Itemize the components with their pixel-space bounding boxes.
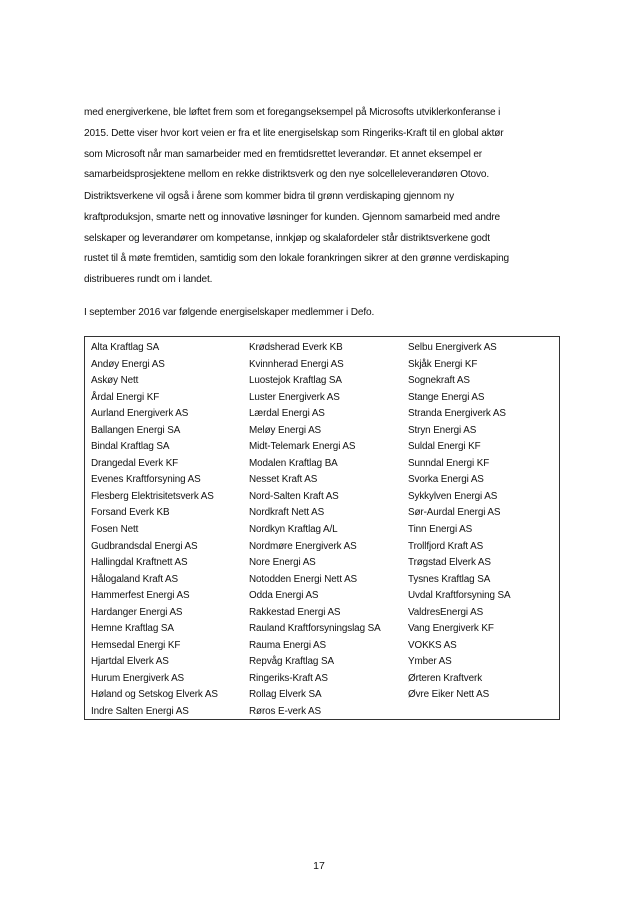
member-company: Askøy Nett [91, 375, 139, 387]
member-company: Hallingdal Kraftnett AS [91, 557, 188, 569]
member-company: Drangedal Everk KF [91, 457, 179, 469]
members-column-3 [408, 340, 511, 704]
member-company: Fosen Nett [91, 524, 139, 536]
paragraph-line: selskaper og leverandører om kompetanse, innkjøp og skalafordeler står distriktsverkene godt [84, 232, 490, 244]
member-company: Rollag Elverk SA [249, 689, 322, 701]
member-company: Høland og Setskog Elverk AS [91, 689, 218, 701]
member-company: Ballangen Energi SA [91, 424, 181, 436]
member-company: Sykkylven Energi AS [408, 490, 498, 502]
member-company: Stryn Energi AS [408, 424, 477, 436]
members-column-1 [91, 340, 218, 721]
member-company: Kvinnherad Energi AS [249, 358, 344, 370]
member-company: Krødsherad Everk KB [249, 342, 343, 353]
member-company: Gudbrandsdal Energi AS [91, 540, 198, 552]
member-company: Ringeriks-Kraft AS [249, 672, 328, 684]
member-company: Trøgstad Elverk AS [408, 557, 491, 569]
member-company: Selbu Energiverk AS [408, 342, 497, 353]
page-number: 17 [313, 860, 325, 872]
paragraph-line: som Microsoft når man samarbeider med en fremtidsrettet leverandør. Et annet eksempel er [84, 148, 483, 160]
member-company: Trollfjord Kraft AS [408, 540, 484, 552]
member-company: VOKKS AS [408, 639, 457, 651]
paragraph-green-value-creation [84, 187, 564, 291]
paragraph-line: rustet til å møte fremtiden, samtidig som den lokale forankringen sikrer at den grønne verdiskaping [84, 253, 509, 265]
member-company: Uvdal Kraftforsyning SA [408, 590, 511, 602]
member-company: Alta Kraftlag SA [91, 342, 160, 353]
member-company: Sunndal Energi KF [408, 457, 490, 469]
member-company: Nord-Salten Kraft AS [249, 490, 339, 502]
member-company: Nore Energi AS [249, 557, 316, 569]
paragraph-members-intro [84, 303, 564, 324]
member-company: Stranda Energiverk AS [408, 408, 506, 420]
members-column-2 [249, 340, 381, 721]
member-company: Sognekraft AS [408, 375, 470, 387]
member-company: Nordmøre Energiverk AS [249, 540, 357, 552]
member-company: Skjåk Energi KF [408, 358, 478, 370]
paragraph-line: samarbeidsprosjektene mellom en rekke distriktsverk og den nye solcelleleverandøren Otovo. [84, 169, 490, 181]
member-company: Røros E-verk AS [249, 706, 322, 718]
paragraph-line: kraftproduksjon, smarte nett og innovative løsninger for kunden. Gjennom samarbeid med andre [84, 211, 500, 223]
member-company: Hjartdal Elverk AS [91, 656, 169, 668]
member-company: Flesberg Elektrisitetsverk AS [91, 490, 214, 502]
member-company: Rakkestad Energi AS [249, 606, 341, 618]
member-company: Indre Salten Energi AS [91, 706, 189, 718]
paragraph-line: Distriktsverkene vil også i årene som kommer bidra til grønn verdiskaping gjennom ny [84, 191, 454, 202]
member-company: Hemsedal Energi KF [91, 639, 181, 651]
member-company: Evenes Kraftforsyning AS [91, 474, 201, 486]
paragraph-line: 2015. Dette viser hvor kort veien er fra et lite energiselskap som Ringeriks-Kraft til en global aktør [84, 127, 504, 139]
member-company: Repvåg Kraftlag SA [249, 656, 334, 668]
member-company: Årdal Energi KF [91, 391, 160, 403]
member-company: Tysnes Kraftlag SA [408, 573, 491, 585]
member-company: Midt-Telemark Energi AS [249, 441, 356, 453]
member-company: Vang Energiverk KF [408, 623, 494, 635]
member-company: Lærdal Energi AS [249, 408, 325, 420]
member-company: Luster Energiverk AS [249, 391, 340, 403]
member-company: Hammerfest Energi AS [91, 590, 190, 602]
member-company: Nordkraft Nett AS [249, 507, 325, 519]
member-company: Odda Energi AS [249, 590, 319, 602]
member-company: Øvre Eiker Nett AS [408, 689, 490, 701]
member-company: Hardanger Energi AS [91, 606, 183, 618]
member-company: Tinn Energi AS [408, 524, 473, 536]
member-company: Andøy Energi AS [91, 358, 165, 370]
paragraph-line: distribueres rundt om i landet. [84, 274, 213, 286]
member-company: Modalen Kraftlag BA [249, 457, 338, 469]
member-company: Suldal Energi KF [408, 441, 481, 453]
member-company: Meløy Energi AS [249, 424, 322, 436]
member-company: Svorka Energi AS [408, 474, 484, 486]
paragraph-microsoft-example [84, 103, 564, 186]
member-company: Ymber AS [408, 656, 452, 668]
member-company: ValdresEnergi AS [408, 606, 484, 618]
member-company: Luostejok Kraftlag SA [249, 375, 342, 387]
member-company: Stange Energi AS [408, 391, 485, 403]
member-company: Notodden Energi Nett AS [249, 573, 358, 585]
member-company: Aurland Energiverk AS [91, 408, 189, 420]
member-company: Sør-Aurdal Energi AS [408, 507, 501, 519]
member-company: Bindal Kraftlag SA [91, 441, 170, 453]
member-company: Forsand Everk KB [91, 507, 170, 519]
paragraph-line: I september 2016 var følgende energiselskaper medlemmer i Defo. [84, 307, 375, 318]
member-company: Hemne Kraftlag SA [91, 623, 174, 635]
member-company: Rauma Energi AS [249, 639, 326, 651]
member-company: Hurum Energiverk AS [91, 672, 185, 684]
member-company: Nesset Kraft AS [249, 474, 318, 486]
member-company: Nordkyn Kraftlag A/L [249, 524, 338, 536]
members-table [84, 336, 560, 720]
member-company: Hålogaland Kraft AS [91, 573, 179, 585]
member-company: Rauland Kraftforsyningslag SA [249, 623, 381, 635]
member-company: Ørteren Kraftverk [408, 672, 483, 684]
paragraph-line: med energiverkene, ble løftet frem som et foregangseksempel på Microsofts utviklerkonferanse i [84, 107, 501, 118]
